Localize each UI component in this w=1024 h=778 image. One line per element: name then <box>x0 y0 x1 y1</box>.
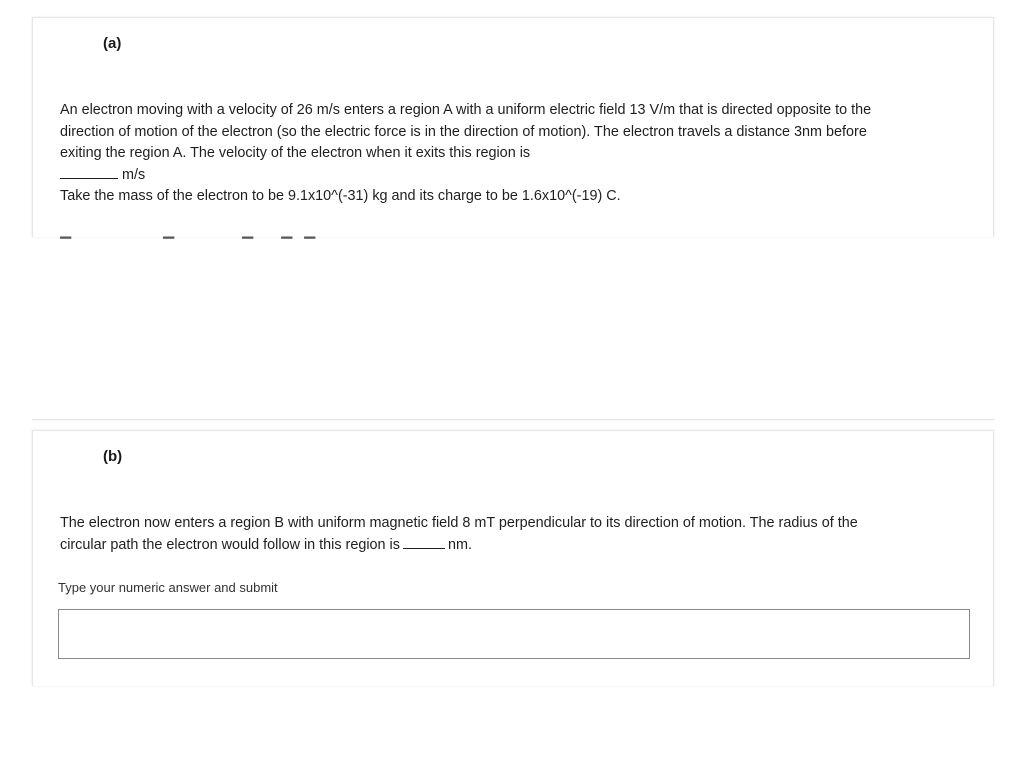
question-card-b <box>32 430 994 686</box>
part-a-question <box>60 100 960 208</box>
part-a-question-line-3: exiting the region A. The velocity of the electron when it exits this region is <box>60 145 531 162</box>
part-b-question-text-after-blank: nm. <box>447 536 472 553</box>
part-b-question-line-2 <box>60 535 960 557</box>
part-a-answer-blank-line <box>60 165 960 187</box>
question-card-a <box>32 17 994 254</box>
part-b-answer-blank <box>403 536 445 549</box>
part-a-question-line-2: direction of motion of the electron (so the electric force is in the direction of motion). The electron travels a distance 3nm before <box>60 123 867 140</box>
part-a-mass-charge-note: Take the mass of the electron to be 9.1x10^(-31) kg and its charge to be 1.6x10^(-19) C. <box>60 188 621 205</box>
section-divider <box>32 419 994 420</box>
part-a-label: (a) <box>103 35 122 52</box>
answer-instruction: Type your numeric answer and submit <box>58 580 278 595</box>
part-b-question-text-before-blank: circular path the electron would follow in this region is <box>60 536 400 553</box>
part-a-question-line-1: An electron moving with a velocity of 26 m/s enters a region A with a uniform electric field 13 V/m that is directed opposite to the <box>60 102 872 118</box>
part-b-question-line-1: The electron now enters a region B with uniform magnetic field 8 mT perpendicular to its direction of motion. The radius of the <box>60 515 858 531</box>
numeric-answer-input[interactable] <box>58 609 970 659</box>
part-b-label: (b) <box>103 448 123 465</box>
part-a-answer-blank <box>60 166 118 179</box>
part-b-question <box>60 513 960 556</box>
part-a-blank-unit: m/s <box>122 166 146 183</box>
part-a-cutoff-instruction: ▔ ▔ ▔ ▔ ▔ <box>60 238 316 254</box>
